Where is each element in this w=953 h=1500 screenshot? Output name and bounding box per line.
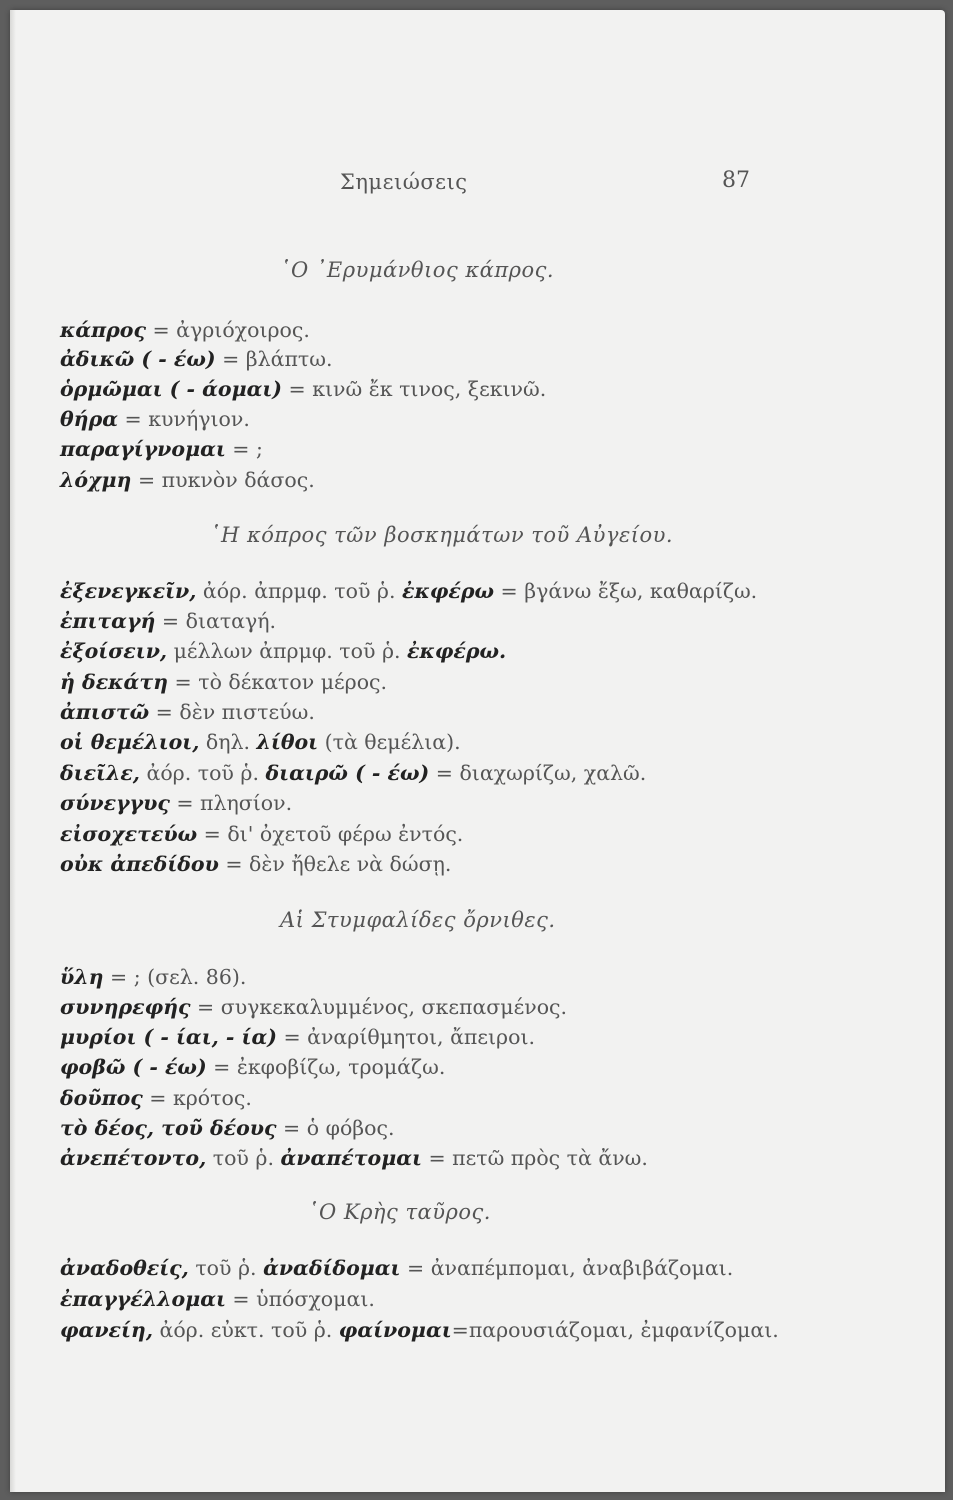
entry-term: διεῖλε,	[60, 761, 140, 785]
glossary-entry	[60, 1145, 648, 1171]
entry-grammar: μέλλων ἀπρμφ. τοῦ ῥ.	[167, 639, 408, 663]
glossary-entry	[60, 994, 567, 1020]
entry-grammar: ἀόρ. εὐκτ. τοῦ ῥ.	[152, 1318, 339, 1342]
glossary-entry	[60, 699, 315, 725]
entry-definition: = πετῶ πρὸς τὰ ἄνω.	[421, 1146, 648, 1170]
glossary-entry	[60, 964, 246, 990]
entry-definition: = δι' ὀχετοῦ φέρω ἐντός.	[197, 822, 464, 846]
entry-term: ἀναδοθείς,	[60, 1256, 189, 1280]
entry-term-root: ἐκφέρω.	[407, 639, 507, 663]
entry-definition: = ;	[225, 437, 263, 461]
entry-term-root: φαίνομαι	[338, 1318, 452, 1342]
entry-term: φοβῶ ( - έω)	[60, 1055, 207, 1079]
section-title-erymanthian-boar: ῾Ο ᾿Ερυμάνθιος κάπρος.	[280, 258, 555, 282]
entry-term: φανείη,	[60, 1318, 153, 1342]
entry-definition: = διαταγή.	[155, 609, 277, 633]
entry-definition: = ἐκφοβίζω, τρομάζω.	[206, 1055, 446, 1079]
entry-definition: = βλάπτω.	[215, 347, 333, 371]
entry-term: οἱ θεμέλιοι,	[60, 730, 200, 754]
entry-definition: = δὲν ἤθελε νὰ δώσῃ.	[218, 852, 452, 876]
entry-term: παραγίγνομαι	[60, 437, 226, 461]
entry-definition: = ; (σελ. 86).	[103, 965, 247, 989]
entry-term: συνηρεφής	[60, 995, 191, 1019]
glossary-entry	[60, 790, 292, 816]
entry-definition: = ὁ φόβος.	[276, 1116, 395, 1140]
glossary-entry	[60, 436, 263, 462]
entry-definition: = τὸ δέκατον μέρος.	[168, 670, 388, 694]
entry-definition: = δὲν πιστεύω.	[149, 700, 315, 724]
entry-term: ἐξοίσειν,	[60, 639, 168, 663]
entry-definition: = πλησίον.	[169, 791, 293, 815]
running-header: Σημειώσεις	[340, 170, 468, 194]
glossary-entry	[60, 467, 315, 493]
entry-definition: = ὑπόσχομαι.	[225, 1287, 375, 1311]
entry-definition: = συγκεκαλυμμένος, σκεπασμένος.	[190, 995, 568, 1019]
entry-grammar: δηλ.	[199, 730, 257, 754]
entry-term: ἐξενεγκεῖν,	[60, 579, 197, 603]
entry-term: τὸ δέος, τοῦ δέους	[60, 1116, 277, 1140]
page-content	[10, 10, 945, 1492]
page-number: 87	[722, 168, 750, 193]
entry-term-root: διαιρῶ ( - έω)	[265, 761, 430, 785]
glossary-entry	[60, 376, 546, 402]
glossary-entry	[60, 317, 310, 343]
entry-definition: = διαχωρίζω, χαλῶ.	[429, 761, 647, 785]
book-page	[10, 10, 945, 1492]
entry-term: ἐπιταγή	[60, 609, 156, 633]
entry-term: ἡ δεκάτη	[60, 670, 169, 694]
glossary-entry	[60, 1115, 394, 1141]
section-title-augean-stables: ῾Η κόπρος τῶν βοσκημάτων τοῦ Αὐγείου.	[210, 523, 674, 547]
entry-term: λόχμη	[60, 468, 132, 492]
entry-term-root: ἀναπέτομαι	[280, 1146, 422, 1170]
entry-term-root: λίθοι	[256, 730, 319, 754]
glossary-entry	[60, 406, 250, 432]
entry-term: οὐκ ἀπεδίδου	[60, 852, 219, 876]
entry-definition: = κινῶ ἔκ τινος, ξεκινῶ.	[282, 377, 547, 401]
entry-definition: = πυκνὸν δάσος.	[131, 468, 315, 492]
entry-definition: = ἀγριόχοιρος.	[145, 318, 310, 342]
glossary-entry	[60, 669, 387, 695]
glossary-entry	[60, 578, 757, 604]
entry-term: κάπρος	[60, 318, 146, 342]
glossary-entry	[60, 760, 646, 786]
entry-term: ἐπαγγέλλομαι	[60, 1287, 226, 1311]
glossary-entry	[60, 1286, 375, 1312]
entry-term-root: ἐκφέρω	[402, 579, 495, 603]
section-title-stymphalian-birds: Αἱ Στυμφαλίδες ὄρνιθες.	[280, 908, 556, 932]
glossary-entry	[60, 608, 276, 634]
glossary-entry	[60, 729, 461, 755]
entry-term: δοῦπος	[60, 1086, 143, 1110]
entry-definition: = ἀναπέμπομαι, ἀναβιβάζομαι.	[400, 1256, 734, 1280]
entry-term: σύνεγγυς	[60, 791, 170, 815]
glossary-entry	[60, 851, 451, 877]
entry-definition: =παρουσιάζομαι, ἐμφανίζομαι.	[451, 1318, 779, 1342]
glossary-entry	[60, 821, 463, 847]
entry-term-root: ἀναδίδομαι	[263, 1256, 401, 1280]
entry-term: ἀδικῶ ( - έω)	[60, 347, 216, 371]
glossary-entry	[60, 1085, 252, 1111]
glossary-entry	[60, 638, 506, 664]
entry-definition: = ἀναρίθμητοι, ἄπειροι.	[276, 1025, 535, 1049]
glossary-entry	[60, 1024, 535, 1050]
entry-definition: = κυνήγιον.	[118, 407, 250, 431]
entry-grammar: ἀόρ. ἀπρμφ. τοῦ ῥ.	[196, 579, 403, 603]
entry-term: ὕλη	[60, 965, 104, 989]
entry-term: ἀνεπέτοντο,	[60, 1146, 207, 1170]
entry-definition: = βγάνω ἔξω, καθαρίζω.	[494, 579, 758, 603]
glossary-entry	[60, 1317, 779, 1343]
entry-term: εἰσοχετεύω	[60, 822, 198, 846]
section-title-cretan-bull: ῾Ο Κρὴς ταῦρος.	[308, 1200, 491, 1224]
glossary-entry	[60, 1255, 733, 1281]
entry-term: θήρα	[60, 407, 118, 431]
entry-grammar: ἀόρ. τοῦ ῥ.	[139, 761, 266, 785]
entry-grammar: τοῦ ῥ.	[206, 1146, 281, 1170]
glossary-entry	[60, 1054, 445, 1080]
entry-term: ὁρμῶμαι ( - άομαι)	[60, 377, 282, 401]
entry-term: μυρίοι ( - ίαι, - ία)	[60, 1025, 277, 1049]
entry-definition: = κρότος.	[142, 1086, 252, 1110]
entry-definition: (τὰ θεμέλια).	[318, 730, 461, 754]
entry-term: ἀπιστῶ	[60, 700, 150, 724]
entry-grammar: τοῦ ῥ.	[188, 1256, 264, 1280]
glossary-entry	[60, 346, 333, 372]
